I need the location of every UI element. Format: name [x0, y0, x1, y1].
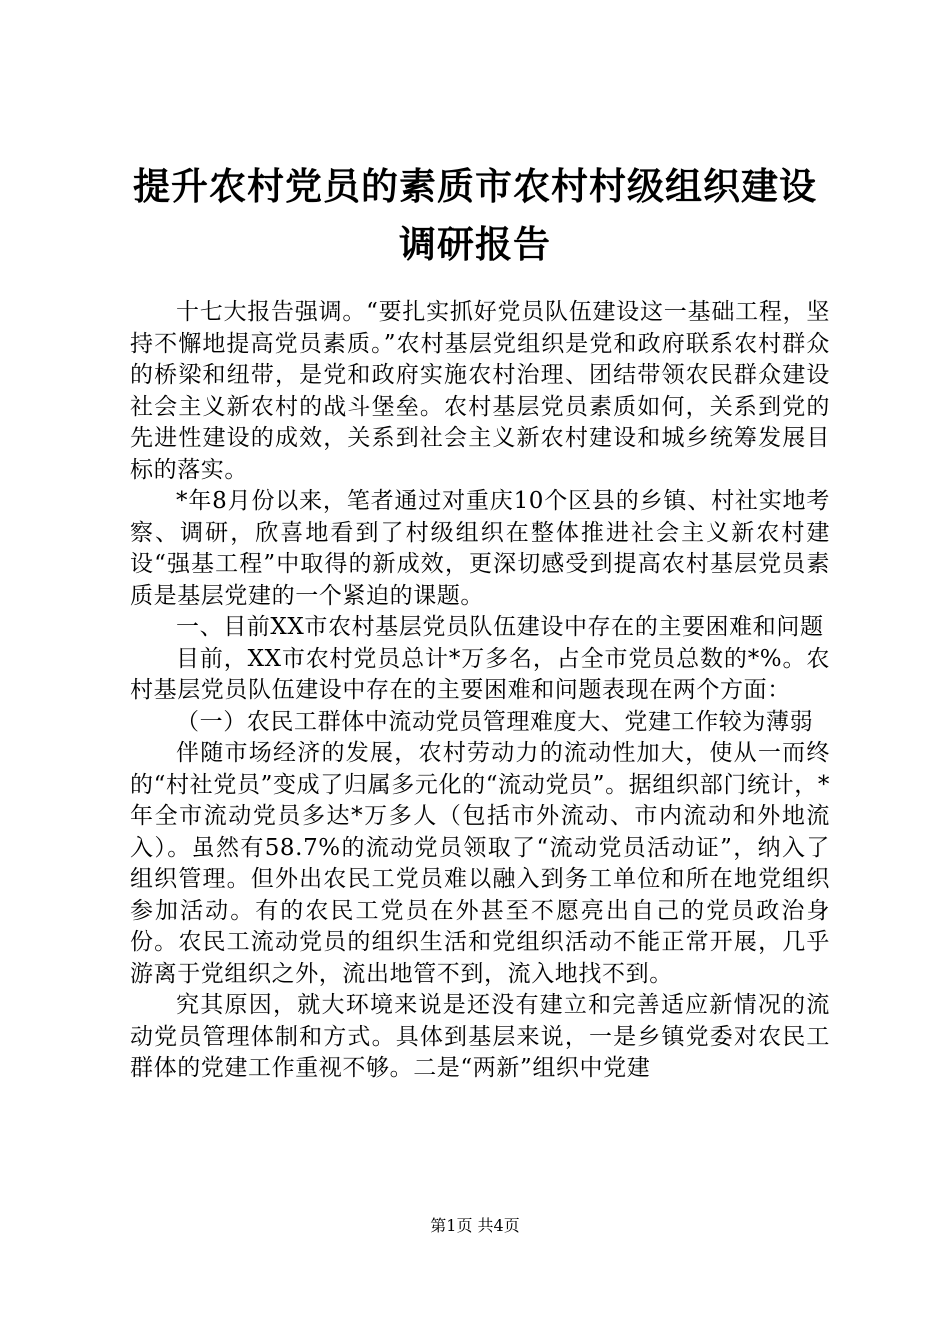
document-body: [130, 297, 830, 1085]
subsection-heading-1: （一）农民工群体中流动党员管理难度大、党建工作较为薄弱: [176, 708, 814, 735]
document-title: 提升农村党员的素质市农村村级组织建设调研报告: [133, 165, 817, 266]
section-heading-1: 一、目前XX市农村基层党员队伍建设中存在的主要困难和问题: [176, 614, 824, 640]
paragraph-3: 目前，XX市农村党员总计*万多名，占全市党员总数的*%。农村基层党员队伍建设中存在的主要困难和问题表现在两个方面：: [130, 645, 830, 703]
paragraph-5: 究其原因，就大环境来说是还没有建立和完善适应新情况的流动党员管理体制和方式。具体到基层来说，一是乡镇党委对农民工群体的党建工作重视不够。二是“两新”组织中党建: [130, 992, 830, 1081]
paragraph-2: *年8月份以来，笔者通过对重庆10个区县的乡镇、村社实地考察、调研，欣喜地看到了村级组织在整体推进社会主义新农村建设“强基工程”中取得的新成效，更深切感受到提高农村基层党员素质是基层党建的一个紧迫的课题。: [130, 488, 830, 609]
paragraph-1: 十七大报告强调。“要扎实抓好党员队伍建设这一基础工程，坚持不懈地提高党员素质。”农村基层党组织是党和政府联系农村群众的桥梁和纽带，是党和政府实施农村治理、团结带领农民群众建设社会主义新农村的战斗堡垒。农村基层党员素质如何，关系到党的先进性建设的成效，关系到社会主义新农村建设和城乡统筹发展目标的落实。: [130, 299, 830, 483]
page-number-footer: 第1页 共4页: [430, 1216, 520, 1235]
paragraph-4: 伴随市场经济的发展，农村劳动力的流动性加大，使从一而终的“村社党员”变成了归属多元化的“流动党员”。据组织部门统计，*年全市流动党员多达*万多人（包括市外流动、市内流动和外地流入）。虽然有58.7%的流动党员领取了“流动党员活动证”，纳入了组织管理。但外出农民工党员难以融入到务工单位和所在地党组织参加活动。有的农民工党员在外甚至不愿亮出自己的党员政治身份。农民工流动党员的组织生活和党组织活动不能正常开展，几乎游离于党组织之外，流出地管不到，流入地找不到。: [130, 740, 830, 987]
